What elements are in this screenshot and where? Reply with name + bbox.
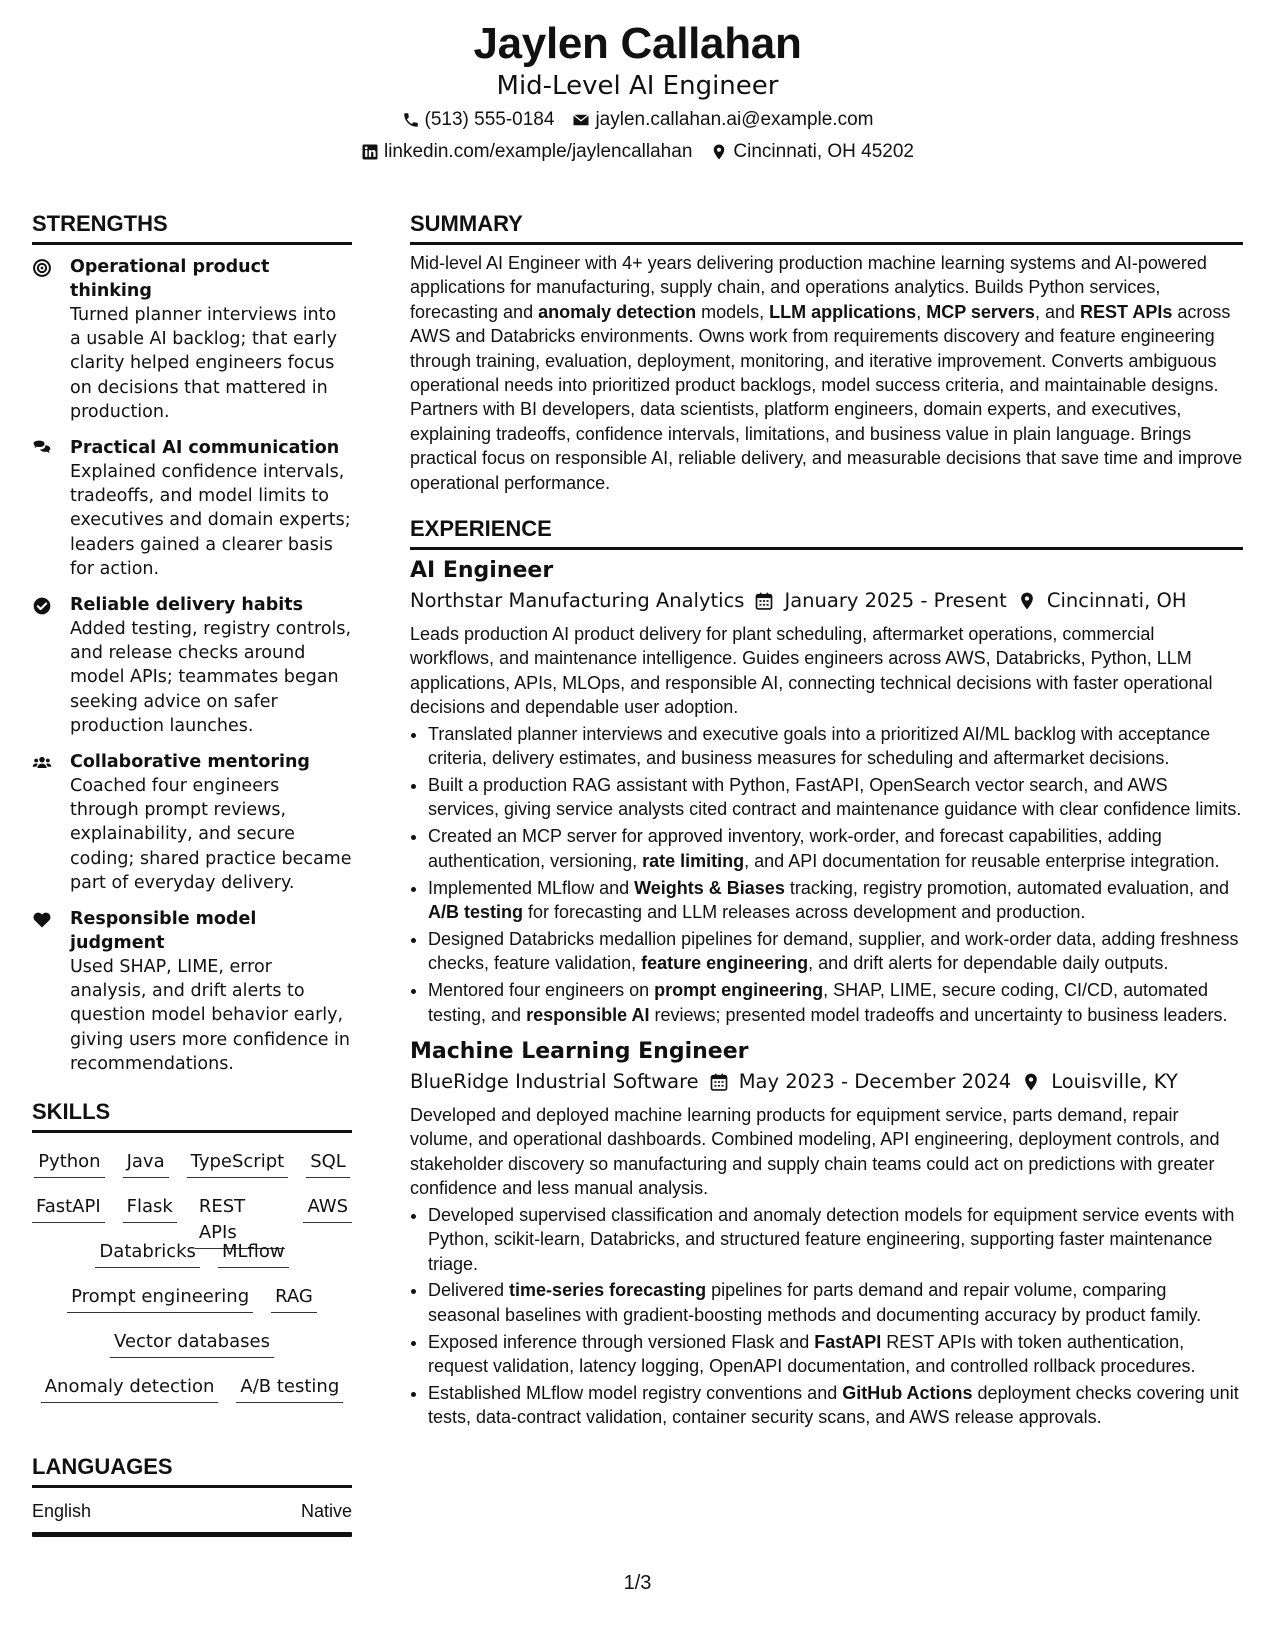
bold-keyword: MCP servers [926,301,1035,322]
language-level-bar [32,1532,352,1537]
strength-desc: Explained confidence intervals, tradeoffs, and model limits to executives and domain experts; leaders gained a clearer basis for action. [70,462,351,579]
skill-tag: TypeScript [187,1149,289,1178]
experience-heading: EXPERIENCE [410,515,1243,550]
skill-row [32,1368,352,1413]
strength-title: Collaborative mentoring [70,752,310,773]
text-run: reviews; presented model tradeoffs and uncertainty to business leaders. [649,1004,1228,1025]
skill-tag: AWS [303,1194,352,1223]
text-run: , [916,301,927,322]
text-run: REST APIs with token authentication, request validation, latency logging, OpenAPI documentation, and controlled rollback procedures. [428,1331,1196,1377]
strength-desc: Added testing, registry controls, and release checks around model APIs; teammates began seeking advice on safer production launches. [70,619,352,736]
skill-tag: Flask [123,1194,177,1223]
left-column [32,210,352,1537]
location-text: Cincinnati, OH 45202 [733,141,914,162]
job-bullet [428,978,1243,1027]
job-entry [410,556,1243,1027]
skill-tag: Anomaly detection [41,1374,219,1403]
job-location: Cincinnati, OH [1046,589,1187,613]
check-circle-icon [32,596,52,616]
text-run: Exposed inference through versioned Flask and [428,1331,815,1352]
job-bullet [428,722,1243,771]
skill-row [32,1143,352,1188]
bold-keyword: time-series forecasting [509,1280,707,1301]
text-run: tracking, registry promotion, automated evaluation, and [784,877,1230,898]
job-company: Northstar Manufacturing Analytics [410,589,745,613]
skill-tag: Prompt engineering [67,1284,253,1313]
language-level: Native [300,1501,352,1522]
job-dates: January 2025 - Present [784,589,1007,613]
text-run: Implemented MLflow and [428,877,635,898]
text-run: Translated planner interviews and executive goals into a prioritized AI/ML backlog with acceptance criteria, delivery estimates, and business measures for scheduling and aftermarket decisions. [428,723,1211,769]
strength-title: Responsible model judgment [70,909,257,954]
skills-heading: SKILLS [32,1098,352,1133]
strength-title: Operational product thinking [70,257,270,301]
language-name: English [32,1501,92,1522]
location-contact [710,136,914,168]
job-title: AI Engineer [410,558,554,584]
strength-item [32,593,352,738]
job-title: Machine Learning Engineer [410,1039,749,1065]
map-pin-icon [710,143,728,161]
text-run: , and [1034,301,1080,322]
linkedin-contact[interactable] [361,136,692,168]
phone-icon [402,111,420,129]
bold-keyword: prompt engineering [654,980,824,1001]
strength-title: Practical AI communication [70,438,340,459]
strength-item [32,750,352,895]
bold-keyword: GitHub Actions [842,1383,973,1404]
text-run: Mentored four engineers on [428,980,655,1001]
text-run: across AWS and Databricks environments. Owns work from requirements discovery and feature engineering through training, evaluation, deployment, monitoring, and iterative improvement. Converts ambiguous operational needs into prioritized product backlogs, model success criteria, and maintainable designs. Partners with BI developers, data scientists, platform engineers, domain experts, and executives, explaining tradeoffs, confidence intervals, limitations, and business value in plain language. Brings practical focus on responsible AI, reliable delivery, and measurable decisions that save time and improve operational performance. [410,301,1243,493]
bold-keyword: rate limiting [642,850,745,871]
calendar-icon [754,591,774,611]
job-bullet [428,876,1243,925]
skill-tag: Vector databases [110,1329,274,1358]
strengths-list [32,255,352,1076]
bold-keyword: FastAPI [814,1331,882,1352]
candidate-name: Jaylen Callahan [473,19,802,68]
candidate-title: Mid-Level AI Engineer [496,71,779,101]
strength-item [32,255,352,424]
bold-keyword: Weights & Biases [634,877,785,898]
text-run: Designed Databricks medallion pipelines for demand, supplier, and work-order data, adding freshness checks, feature validation, [428,928,1239,974]
job-description: Leads production AI product delivery for plant scheduling, aftermarket operations, commercial workflows, and maintenance intelligence. Guides engineers across AWS, Databricks, Python, LLM applications, APIs, MLOps, and responsible AI, connecting technical decisions with faster operational decisions and dependable user adoption. [410,624,1213,718]
job-bullet [428,1330,1243,1379]
strength-title: Reliable delivery habits [70,595,304,616]
strengths-heading: STRENGTHS [32,210,352,245]
text-run: Established MLflow model registry conventions and [428,1383,843,1404]
job-bullets [410,1203,1243,1430]
strength-desc: Turned planner interviews into a usable AI backlog; that early clarity helped engineers focus on decisions that mattered in production. [70,305,337,422]
job-location: Louisville, KY [1051,1070,1178,1094]
skill-row [32,1323,352,1368]
phone-text: (513) 555-0184 [424,109,555,130]
skill-tag: SQL [306,1149,350,1178]
text-run: Created an MCP server for approved inventory, work-order, and forecast capabilities, adding authentication, versioning, [428,826,1162,871]
job-meta [410,586,1243,616]
text-run: deployment checks covering unit tests, data-contract validation, container security scans, and AWS release approvals. [428,1383,1239,1428]
summary-text [410,251,1243,495]
summary-heading: SUMMARY [410,210,1243,245]
job-bullet [428,824,1243,873]
job-bullets [410,722,1243,1027]
skill-tag: REST APIs [195,1194,286,1249]
map-pin-icon [1017,591,1037,611]
map-pin-icon [1021,1072,1041,1092]
users-icon [32,753,52,773]
strength-desc: Used SHAP, LIME, error analysis, and drift alerts to question model behavior early, giving users more confidence in recommendations. [70,957,351,1074]
text-run: , and API documentation for reusable enterprise integration. [744,850,1220,871]
skill-tag: A/B testing [236,1374,343,1403]
bold-keyword: responsible AI [526,1004,650,1025]
envelope-icon [572,111,590,129]
job-bullet [428,927,1243,976]
text-run: , SHAP, LIME, secure coding, CI/CD, automated testing, and [428,980,1209,1025]
email-link[interactable]: jaylen.callahan.ai@example.com [595,109,874,130]
job-description: Developed and deployed machine learning products for equipment service, parts demand, repair volume, and operational dashboards. Combined modeling, API engineering, deployment controls, and stakeholder discovery so manufacturing and supply chain teams could act on predictions with greater confidence and less manual analysis. [410,1105,1220,1199]
calendar-icon [709,1072,729,1092]
bold-keyword: A/B testing [428,902,524,923]
linkedin-link[interactable]: linkedin.com/example/jaylencallahan [383,141,693,162]
skill-row [32,1278,352,1323]
contact-row-1 [0,104,1275,136]
strength-item [32,436,352,581]
text-run: Built a production RAG assistant with Python, FastAPI, OpenSearch vector search, and AWS services, giving service analysts cited contract and maintenance guidance with clear confidence limits. [428,775,1242,820]
skills-list [32,1143,352,1413]
skill-tag: MLflow [218,1239,289,1268]
skill-row [32,1233,352,1278]
text-run: Delivered [428,1280,510,1301]
skill-tag: Databricks [95,1239,200,1268]
language-item [32,1498,352,1524]
phone-contact [402,104,555,136]
text-run: Mid-level AI Engineer with 4+ years delivering production machine learning systems and AI-powered applications for manufacturing, supply chain, and operations analytics. Builds Python services, forecasting and [410,253,1207,322]
bold-keyword: anomaly detection [538,301,697,322]
skill-tag: RAG [271,1284,317,1313]
bold-keyword: LLM applications [769,301,917,322]
job-dates: May 2023 - December 2024 [738,1070,1012,1094]
skill-row [32,1188,352,1244]
email-contact[interactable] [572,104,873,136]
job-meta [410,1067,1243,1097]
strength-item [32,907,352,1076]
resume-header [0,18,1275,168]
target-icon [32,258,52,278]
text-run: Developed supervised classification and anomaly detection models for equipment service events with Python, scikit-learn, Databricks, and structured feature engineering, supporting faster maintenance triage. [428,1204,1235,1274]
strength-desc: Coached four engineers through prompt reviews, explainability, and secure coding; shared practice became part of everyday delivery. [70,776,352,893]
bold-keyword: REST APIs [1080,301,1173,322]
text-run: pipelines for parts demand and repair volume, comparing seasonal baselines with gradient-boosting methods and documenting accuracy by product family. [428,1280,1202,1325]
right-column [410,210,1243,1432]
bold-keyword: feature engineering [641,953,809,974]
skill-tag: Java [123,1149,169,1178]
text-run: for forecasting and LLM releases across development and production. [523,902,1086,923]
heart-icon [32,910,52,930]
skill-tag: Python [34,1149,104,1178]
text-run: , and drift alerts for dependable daily outputs. [808,953,1169,974]
contact-row-2 [0,136,1275,168]
languages-heading: LANGUAGES [32,1453,352,1488]
linkedin-icon [361,143,379,161]
job-bullet [428,1203,1243,1276]
job-entry [410,1037,1243,1430]
job-bullet [428,1381,1243,1430]
comments-icon [32,439,52,459]
job-bullet [428,1278,1243,1327]
job-company: BlueRidge Industrial Software [410,1070,699,1094]
page-number: 1/3 [623,1572,652,1594]
text-run: models, [696,301,770,322]
skill-tag: FastAPI [32,1194,105,1223]
job-bullet [428,773,1243,822]
